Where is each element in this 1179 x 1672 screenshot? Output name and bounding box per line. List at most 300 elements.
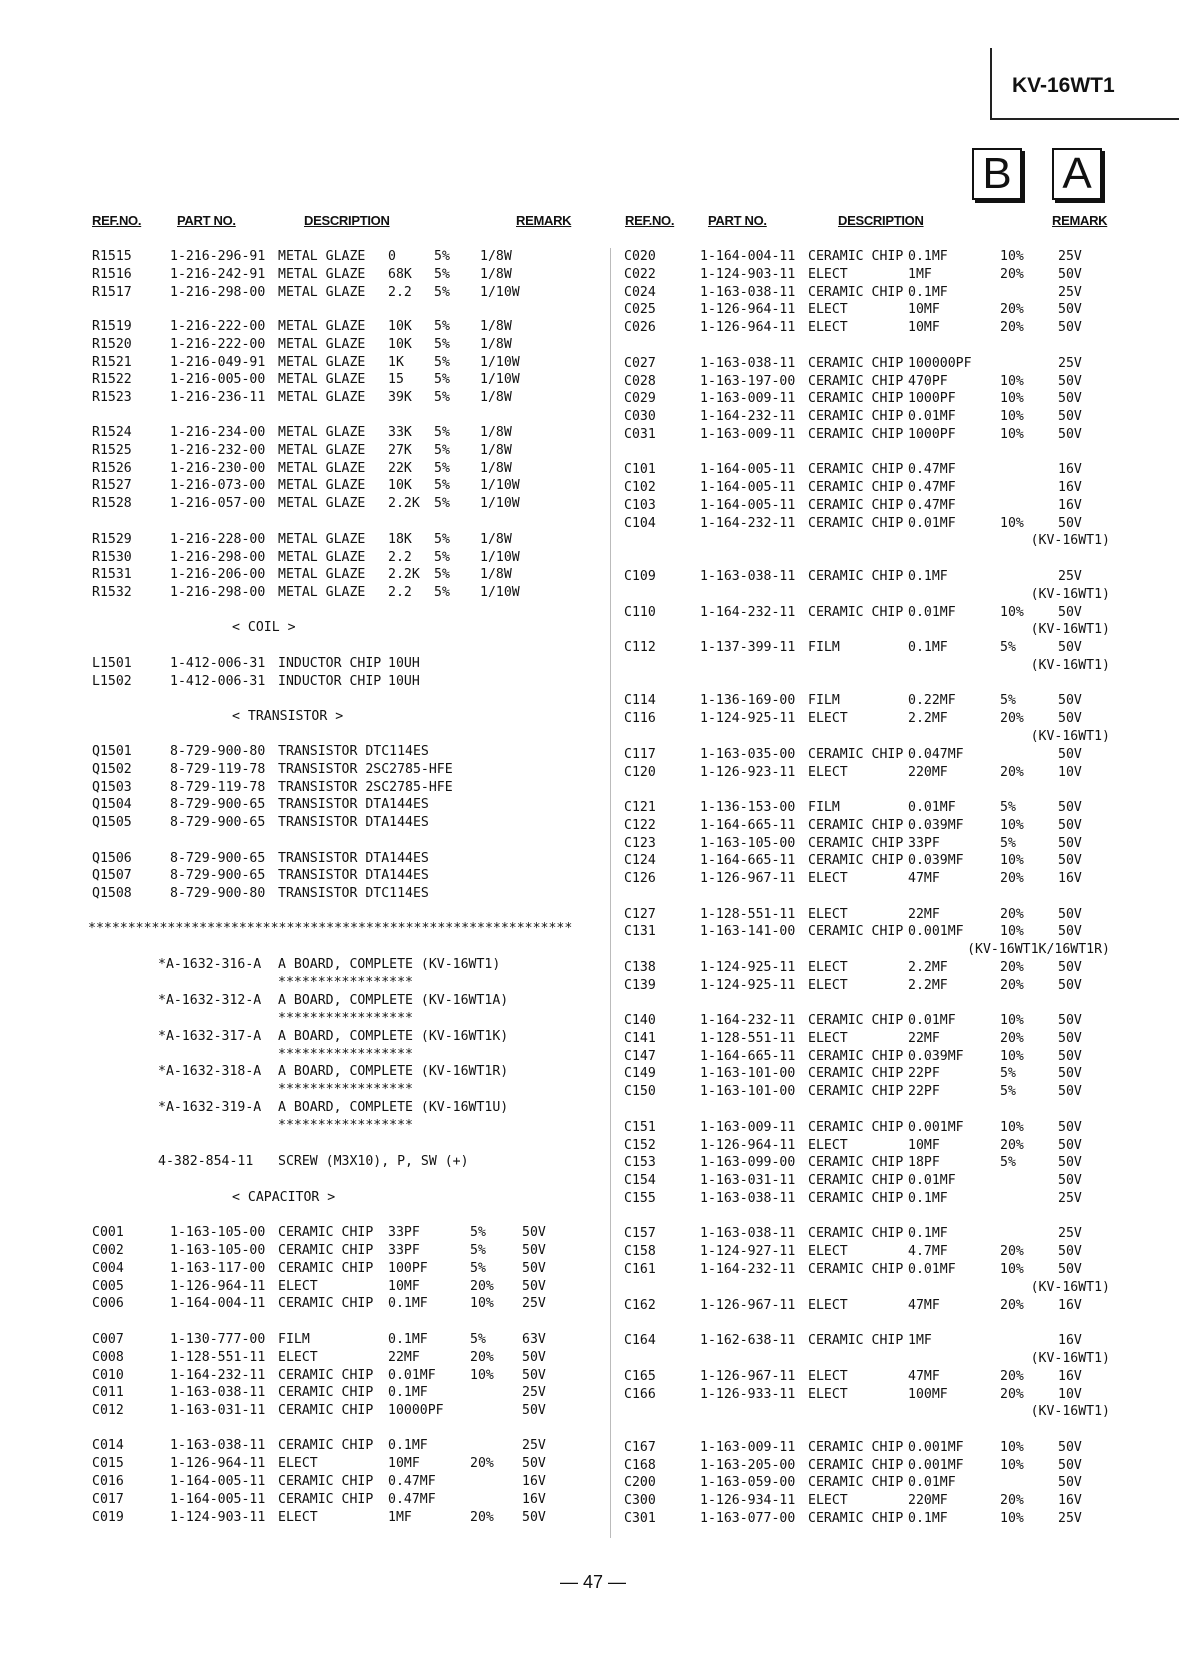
value: 1MF <box>388 1510 412 1525</box>
star-underline: ***************** <box>278 1011 413 1026</box>
remark: 50V <box>1058 747 1082 762</box>
remark-note-text: (KV-16WT1) <box>1030 1404 1110 1419</box>
ref-no: Q1502 <box>92 762 132 777</box>
list-item <box>0 1510 1179 1528</box>
tolerance: 20% <box>470 1279 494 1294</box>
remark: 50V <box>522 1243 546 1258</box>
part-no: 1-124-903-11 <box>700 267 796 282</box>
list-item <box>0 977 1179 995</box>
value: 2.2K <box>388 496 420 511</box>
ref-no: Q1501 <box>92 744 132 759</box>
value: 10MF <box>908 302 940 317</box>
description: ELECT <box>808 907 848 922</box>
ref-no: C010 <box>92 1368 124 1383</box>
ref-no: C031 <box>624 427 656 442</box>
value: 0.01MF <box>908 1013 956 1028</box>
part-no: 1-163-101-00 <box>700 1066 796 1081</box>
list-item <box>0 1439 1179 1457</box>
ref-no: C167 <box>624 1440 656 1455</box>
value: 0.01MF <box>908 800 956 815</box>
part-no: 1-163-009-11 <box>700 1440 796 1455</box>
value: 0.1MF <box>908 1226 948 1241</box>
description: ELECT <box>808 765 848 780</box>
value: 22PF <box>908 1084 940 1099</box>
value: 33K <box>388 425 412 440</box>
part-no: 1-124-927-11 <box>700 1244 796 1259</box>
ref-no: R1524 <box>92 425 132 440</box>
description: CERAMIC CHIP <box>808 1440 904 1455</box>
description: FILM <box>808 640 840 655</box>
model-number: KV-16WT1 <box>1012 74 1115 97</box>
remark: 25V <box>1058 285 1082 300</box>
description: METAL GLAZE <box>278 567 366 582</box>
list-item <box>0 1065 1179 1083</box>
description: METAL GLAZE <box>278 532 366 547</box>
list-item <box>0 1474 1179 1492</box>
value: 0.1MF <box>908 249 948 264</box>
tolerance: 10% <box>1000 1262 1024 1277</box>
tolerance: 5% <box>434 355 450 370</box>
ref-no: R1517 <box>92 285 132 300</box>
star-underline: ***************** <box>278 975 413 990</box>
description: FILM <box>808 800 840 815</box>
description: A BOARD, COMPLETE (KV-16WT1R) <box>278 1064 509 1079</box>
description: TRANSISTOR DTC114ES <box>278 886 429 901</box>
ref-no: C004 <box>92 1261 124 1276</box>
description: ELECT <box>808 978 848 993</box>
value: 0.01MF <box>908 1173 956 1188</box>
part-no: 1-216-298-00 <box>170 550 266 565</box>
description: CERAMIC CHIP <box>808 462 904 477</box>
part-no: 1-136-153-00 <box>700 800 796 815</box>
remark: 25V <box>522 1438 546 1453</box>
part-no: 1-126-964-11 <box>170 1456 266 1471</box>
part-no: 1-164-232-11 <box>700 409 796 424</box>
remark: 50V <box>522 1261 546 1276</box>
part-no: 1-216-206-00 <box>170 567 266 582</box>
description: CERAMIC CHIP <box>808 480 904 495</box>
part-no: 1-164-004-11 <box>170 1296 266 1311</box>
description: TRANSISTOR DTA144ES <box>278 868 429 883</box>
remark: 25V <box>522 1385 546 1400</box>
tolerance: 5% <box>1000 640 1016 655</box>
value: 100MF <box>908 1387 948 1402</box>
remark: 10V <box>1058 765 1082 780</box>
part-no: 1-137-399-11 <box>700 640 796 655</box>
tolerance: 10% <box>1000 1049 1024 1064</box>
part-no: 1-163-038-11 <box>700 356 796 371</box>
part-no: 1-412-006-31 <box>170 674 266 689</box>
tolerance: 10% <box>470 1368 494 1383</box>
tolerance: 20% <box>1000 711 1024 726</box>
description: METAL GLAZE <box>278 372 366 387</box>
remark: 16V <box>1058 498 1082 513</box>
remark: 50V <box>1058 605 1082 620</box>
remark: 1/10W <box>480 478 520 493</box>
ref-no: C147 <box>624 1049 656 1064</box>
value: 0.47MF <box>908 480 956 495</box>
part-no: 1-130-777-00 <box>170 1332 266 1347</box>
part-no: 1-216-073-00 <box>170 478 266 493</box>
part-no: 1-128-551-11 <box>700 1031 796 1046</box>
ref-no: C110 <box>624 605 656 620</box>
tolerance: 20% <box>1000 871 1024 886</box>
remark-note-text: (KV-16WT1) <box>1030 533 1110 548</box>
description: CERAMIC CHIP <box>808 249 904 264</box>
part-no: 1-164-665-11 <box>700 818 796 833</box>
remark: 25V <box>1058 249 1082 264</box>
remark: 25V <box>1058 569 1082 584</box>
description: ELECT <box>808 960 848 975</box>
description: CERAMIC CHIP <box>808 1084 904 1099</box>
tolerance: 5% <box>1000 1155 1016 1170</box>
remark: 50V <box>1058 853 1082 868</box>
description: CERAMIC CHIP <box>278 1385 374 1400</box>
value: 2.2K <box>388 567 420 582</box>
description: CERAMIC CHIP <box>808 605 904 620</box>
list-item <box>0 1012 1179 1030</box>
tolerance: 5% <box>434 478 450 493</box>
value: 0.039MF <box>908 1049 964 1064</box>
remark: 1/8W <box>480 567 512 582</box>
description: METAL GLAZE <box>278 585 366 600</box>
part-no: 1-216-298-00 <box>170 585 266 600</box>
ref-no: C123 <box>624 836 656 851</box>
ref-no: Q1505 <box>92 815 132 830</box>
part-no: 1-163-038-11 <box>170 1438 266 1453</box>
list-item <box>0 266 1179 284</box>
remark-note-text: (KV-16WT1) <box>1030 658 1110 673</box>
description: CERAMIC CHIP <box>808 747 904 762</box>
description: CERAMIC CHIP <box>808 853 904 868</box>
part-no: 1-164-232-11 <box>700 605 796 620</box>
description: ELECT <box>808 711 848 726</box>
value: 10MF <box>388 1279 420 1294</box>
ref-no: C020 <box>624 249 656 264</box>
part-no: 1-126-967-11 <box>700 1369 796 1384</box>
part-no: 1-163-038-11 <box>700 285 796 300</box>
part-no: 1-163-009-11 <box>700 427 796 442</box>
ref-no: C016 <box>92 1474 124 1489</box>
list-item <box>0 692 1179 710</box>
part-no: 1-164-232-11 <box>700 1262 796 1277</box>
value: 1000PF <box>908 391 956 406</box>
tolerance: 5% <box>1000 1084 1016 1099</box>
description: TRANSISTOR DTA144ES <box>278 815 429 830</box>
list-item <box>0 906 1179 924</box>
remark: 50V <box>1058 374 1082 389</box>
tolerance: 20% <box>1000 1369 1024 1384</box>
part-no: 1-163-038-11 <box>170 1385 266 1400</box>
part-no: 1-164-665-11 <box>700 1049 796 1064</box>
ref-no: C140 <box>624 1013 656 1028</box>
remark-note-text: (KV-16WT1) <box>1030 1280 1110 1295</box>
description: CERAMIC CHIP <box>278 1492 374 1507</box>
header-rule-horizontal <box>990 118 1179 120</box>
ref-no: R1523 <box>92 390 132 405</box>
tolerance: 10% <box>1000 409 1024 424</box>
value: 0.22MF <box>908 693 956 708</box>
tolerance: 5% <box>434 319 450 334</box>
description: CERAMIC CHIP <box>808 836 904 851</box>
list-item <box>0 1368 1179 1386</box>
ref-no: R1529 <box>92 532 132 547</box>
description: CERAMIC CHIP <box>808 1262 904 1277</box>
value: 0.01MF <box>908 409 956 424</box>
value: 68K <box>388 267 412 282</box>
value: 0.001MF <box>908 924 964 939</box>
description: ELECT <box>808 1031 848 1046</box>
value: 33PF <box>388 1225 420 1240</box>
description: CERAMIC CHIP <box>808 1333 904 1348</box>
part-no: 4-382-854-11 <box>158 1154 254 1169</box>
part-no: 1-163-105-00 <box>170 1243 266 1258</box>
ref-no: R1522 <box>92 372 132 387</box>
remark-note-text: (KV-16WT1) <box>1030 622 1110 637</box>
ref-no: Q1508 <box>92 886 132 901</box>
remark: 50V <box>1058 924 1082 939</box>
ref-no: R1516 <box>92 267 132 282</box>
tolerance: 20% <box>1000 1244 1024 1259</box>
ref-no: C102 <box>624 480 656 495</box>
ref-no: R1520 <box>92 337 132 352</box>
part-no: 1-163-141-00 <box>700 924 796 939</box>
ref-no: C116 <box>624 711 656 726</box>
ref-no: C300 <box>624 1493 656 1508</box>
part-no: 1-216-005-00 <box>170 372 266 387</box>
list-item <box>0 1297 1179 1315</box>
description: METAL GLAZE <box>278 319 366 334</box>
description: CERAMIC CHIP <box>278 1368 374 1383</box>
value: 220MF <box>908 765 948 780</box>
value: 0.47MF <box>908 462 956 477</box>
value: 22PF <box>908 1066 940 1081</box>
description: CERAMIC CHIP <box>808 1013 904 1028</box>
part-no: 1-126-964-11 <box>700 1138 796 1153</box>
part-no: 1-216-242-91 <box>170 267 266 282</box>
part-no: 1-163-205-00 <box>700 1458 796 1473</box>
ref-no: C164 <box>624 1333 656 1348</box>
tolerance: 20% <box>470 1456 494 1471</box>
star-underline: ***************** <box>278 1082 413 1097</box>
part-no: 1-164-232-11 <box>700 516 796 531</box>
remark: 50V <box>1058 800 1082 815</box>
list-item <box>0 710 1179 728</box>
ref-no: R1527 <box>92 478 132 493</box>
part-no: 1-412-006-31 <box>170 656 266 671</box>
description: ELECT <box>278 1510 318 1525</box>
remark: 50V <box>1058 711 1082 726</box>
value: 47MF <box>908 1298 940 1313</box>
ref-no: R1519 <box>92 319 132 334</box>
description: CERAMIC CHIP <box>808 1191 904 1206</box>
remark: 1/8W <box>480 249 512 264</box>
list-item <box>0 1154 1179 1172</box>
remark: 25V <box>1058 1226 1082 1241</box>
remark: 10V <box>1058 1387 1082 1402</box>
list-item <box>0 959 1179 977</box>
tolerance: 10% <box>1000 374 1024 389</box>
value: 10K <box>388 337 412 352</box>
ref-no: C025 <box>624 302 656 317</box>
description: A BOARD, COMPLETE (KV-16WT1A) <box>278 993 509 1008</box>
tolerance: 20% <box>1000 907 1024 922</box>
remark: 50V <box>522 1403 546 1418</box>
remark: 16V <box>1058 871 1082 886</box>
ref-no: C012 <box>92 1403 124 1418</box>
remark: 50V <box>1058 1155 1082 1170</box>
description: CERAMIC CHIP <box>278 1438 374 1453</box>
value: 18PF <box>908 1155 940 1170</box>
description: CERAMIC CHIP <box>278 1261 374 1276</box>
description: ELECT <box>808 1493 848 1508</box>
value: 0.01MF <box>908 1262 956 1277</box>
value: 10MF <box>908 1138 940 1153</box>
ref-no: C168 <box>624 1458 656 1473</box>
description: METAL GLAZE <box>278 355 366 370</box>
list-item <box>0 1137 1179 1155</box>
remark: 1/8W <box>480 443 512 458</box>
part-no: 8-729-900-80 <box>170 744 266 759</box>
ref-no: C152 <box>624 1138 656 1153</box>
remark: 50V <box>1058 1138 1082 1153</box>
value: 10UH <box>388 656 420 671</box>
description: METAL GLAZE <box>278 461 366 476</box>
tolerance: 10% <box>1000 1440 1024 1455</box>
remark-note <box>0 586 1179 604</box>
left-col-part-header: PART NO. <box>177 213 236 228</box>
list-item <box>0 923 1179 941</box>
value: 22MF <box>388 1350 420 1365</box>
tolerance: 10% <box>1000 1013 1024 1028</box>
value: 0.1MF <box>388 1385 428 1400</box>
description: ELECT <box>278 1350 318 1365</box>
tolerance: 5% <box>470 1261 486 1276</box>
remark: 1/8W <box>480 532 512 547</box>
description: CERAMIC CHIP <box>808 1155 904 1170</box>
tolerance: 5% <box>434 443 450 458</box>
description: ELECT <box>808 267 848 282</box>
remark: 1/10W <box>480 496 520 511</box>
list-item <box>0 1243 1179 1261</box>
list-item <box>0 390 1179 408</box>
tolerance: 20% <box>1000 978 1024 993</box>
part-no: 1-163-038-11 <box>700 1191 796 1206</box>
part-no: 1-164-005-11 <box>700 498 796 513</box>
value: 0.1MF <box>908 569 948 584</box>
list-item <box>0 1386 1179 1404</box>
remark-note <box>0 728 1179 746</box>
part-no: 1-128-551-11 <box>170 1350 266 1365</box>
part-no: 1-124-903-11 <box>170 1510 266 1525</box>
ref-no: C006 <box>92 1296 124 1311</box>
list-item <box>0 373 1179 391</box>
value: 18K <box>388 532 412 547</box>
tolerance: 20% <box>1000 320 1024 335</box>
tolerance: 5% <box>434 267 450 282</box>
description: ELECT <box>808 1138 848 1153</box>
part-no: *A-1632-318-A <box>158 1064 262 1079</box>
list-item <box>0 248 1179 266</box>
ref-no: C154 <box>624 1173 656 1188</box>
ref-no: C155 <box>624 1191 656 1206</box>
remark: 50V <box>1058 1173 1082 1188</box>
tolerance: 5% <box>470 1332 486 1347</box>
remark: 1/8W <box>480 319 512 334</box>
value: 0 <box>388 249 396 264</box>
part-no: 1-216-236-11 <box>170 390 266 405</box>
part-no: 1-216-232-00 <box>170 443 266 458</box>
ref-no: C008 <box>92 1350 124 1365</box>
tolerance: 5% <box>434 285 450 300</box>
list-item <box>0 817 1179 835</box>
ref-no: C104 <box>624 516 656 531</box>
part-no: 1-126-967-11 <box>700 1298 796 1313</box>
remark: 50V <box>522 1510 546 1525</box>
ref-no: Q1503 <box>92 780 132 795</box>
tolerance: 5% <box>1000 800 1016 815</box>
part-no: 1-128-551-11 <box>700 907 796 922</box>
remark: 50V <box>1058 391 1082 406</box>
remark: 16V <box>522 1474 546 1489</box>
star-underline: ***************** <box>278 1118 413 1133</box>
remark-note-text: (KV-16WT1K/16WT1R) <box>967 942 1110 957</box>
part-no: 1-164-005-11 <box>170 1474 266 1489</box>
tolerance: 10% <box>1000 1458 1024 1473</box>
part-no: 1-126-923-11 <box>700 765 796 780</box>
part-no: 8-729-900-65 <box>170 851 266 866</box>
description: ELECT <box>808 1244 848 1259</box>
remark-note <box>0 657 1179 675</box>
right-col-part-header: PART NO. <box>708 213 767 228</box>
tolerance: 5% <box>1000 836 1016 851</box>
remark: 50V <box>1058 409 1082 424</box>
remark-note <box>0 532 1179 550</box>
ref-no: C112 <box>624 640 656 655</box>
remark: 50V <box>1058 1475 1082 1490</box>
ref-no: C127 <box>624 907 656 922</box>
section-title: < CAPACITOR > <box>232 1190 336 1205</box>
ref-no: C124 <box>624 853 656 868</box>
description: METAL GLAZE <box>278 249 366 264</box>
tolerance: 20% <box>1000 267 1024 282</box>
value: 33PF <box>908 836 940 851</box>
remark-note <box>0 941 1179 959</box>
description: TRANSISTOR DTA144ES <box>278 851 429 866</box>
section-title: < COIL > <box>232 620 296 635</box>
description: METAL GLAZE <box>278 285 366 300</box>
list-item <box>0 1492 1179 1510</box>
value: 0.1MF <box>388 1296 428 1311</box>
part-no: 1-164-232-11 <box>170 1368 266 1383</box>
description: CERAMIC CHIP <box>808 818 904 833</box>
part-no: 8-729-900-65 <box>170 797 266 812</box>
tolerance: 20% <box>1000 1493 1024 1508</box>
remark: 50V <box>1058 1440 1082 1455</box>
list-item <box>0 1030 1179 1048</box>
ref-no: C028 <box>624 374 656 389</box>
value: 2.2 <box>388 285 412 300</box>
description: ELECT <box>808 320 848 335</box>
remark: 25V <box>1058 1191 1082 1206</box>
remark: 50V <box>1058 1013 1082 1028</box>
remark: 16V <box>1058 1333 1082 1348</box>
remark: 50V <box>1058 1458 1082 1473</box>
list-item <box>0 1190 1179 1208</box>
tolerance: 10% <box>1000 605 1024 620</box>
value: 2.2MF <box>908 711 948 726</box>
ref-no: C122 <box>624 818 656 833</box>
